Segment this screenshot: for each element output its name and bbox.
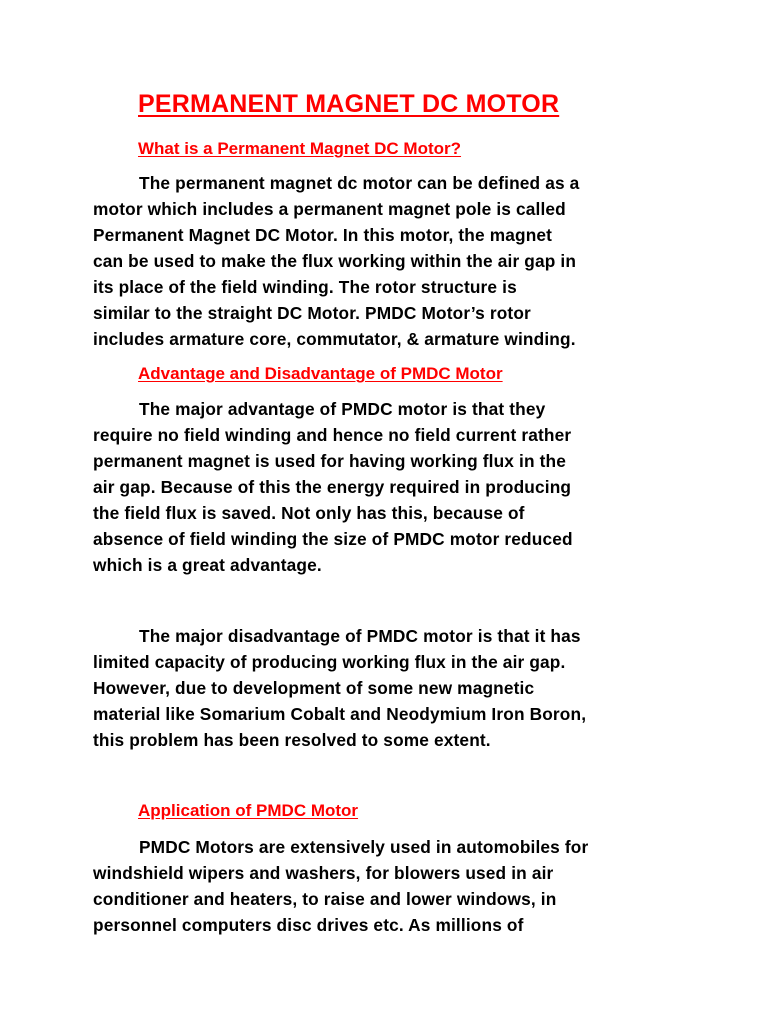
paragraph-disadvantage xyxy=(93,623,713,753)
text-line: includes armature core, commutator, & armature winding. xyxy=(93,329,576,349)
text-line: which is a great advantage. xyxy=(93,555,322,575)
text-line: limited capacity of producing working flux in the air gap. xyxy=(93,652,566,672)
document-title: PERMANENT MAGNET DC MOTOR xyxy=(138,90,560,118)
text-line: The major advantage of PMDC motor is that they xyxy=(139,399,546,419)
text-line: motor which includes a permanent magnet pole is called xyxy=(93,199,566,219)
text-line: the field flux is saved. Not only has this, because of xyxy=(93,503,525,523)
paragraph-definition xyxy=(93,170,713,352)
section-heading-advantage-disadvantage: Advantage and Disadvantage of PMDC Motor xyxy=(138,364,503,383)
paragraph-application xyxy=(93,834,713,938)
text-line: its place of the field winding. The rotor structure is xyxy=(93,277,517,297)
text-line: permanent magnet is used for having working flux in the xyxy=(93,451,566,471)
section-heading-definition: What is a Permanent Magnet DC Motor? xyxy=(138,139,462,158)
text-line: air gap. Because of this the energy required in producing xyxy=(93,477,572,497)
text-line: this problem has been resolved to some extent. xyxy=(93,730,491,750)
text-line: similar to the straight DC Motor. PMDC Motor’s rotor xyxy=(93,303,531,323)
text-line: personnel computers disc drives etc. As millions of xyxy=(93,915,524,935)
paragraph-advantage xyxy=(93,396,713,578)
section-heading-application: Application of PMDC Motor xyxy=(138,801,359,820)
text-line: can be used to make the flux working within the air gap in xyxy=(93,251,577,271)
text-line: conditioner and heaters, to raise and lower windows, in xyxy=(93,889,557,909)
text-line: The permanent magnet dc motor can be defined as a xyxy=(139,173,580,193)
text-line: However, due to development of some new magnetic xyxy=(93,678,535,698)
text-line: windshield wipers and washers, for blowers used in air xyxy=(93,863,554,883)
text-line: Permanent Magnet DC Motor. In this motor, the magnet xyxy=(93,225,553,245)
text-line: PMDC Motors are extensively used in automobiles for xyxy=(139,837,589,857)
text-line: absence of field winding the size of PMDC motor reduced xyxy=(93,529,573,549)
text-line: material like Somarium Cobalt and Neodymium Iron Boron, xyxy=(93,704,587,724)
text-line: require no field winding and hence no field current rather xyxy=(93,425,572,445)
text-line: The major disadvantage of PMDC motor is that it has xyxy=(139,626,581,646)
